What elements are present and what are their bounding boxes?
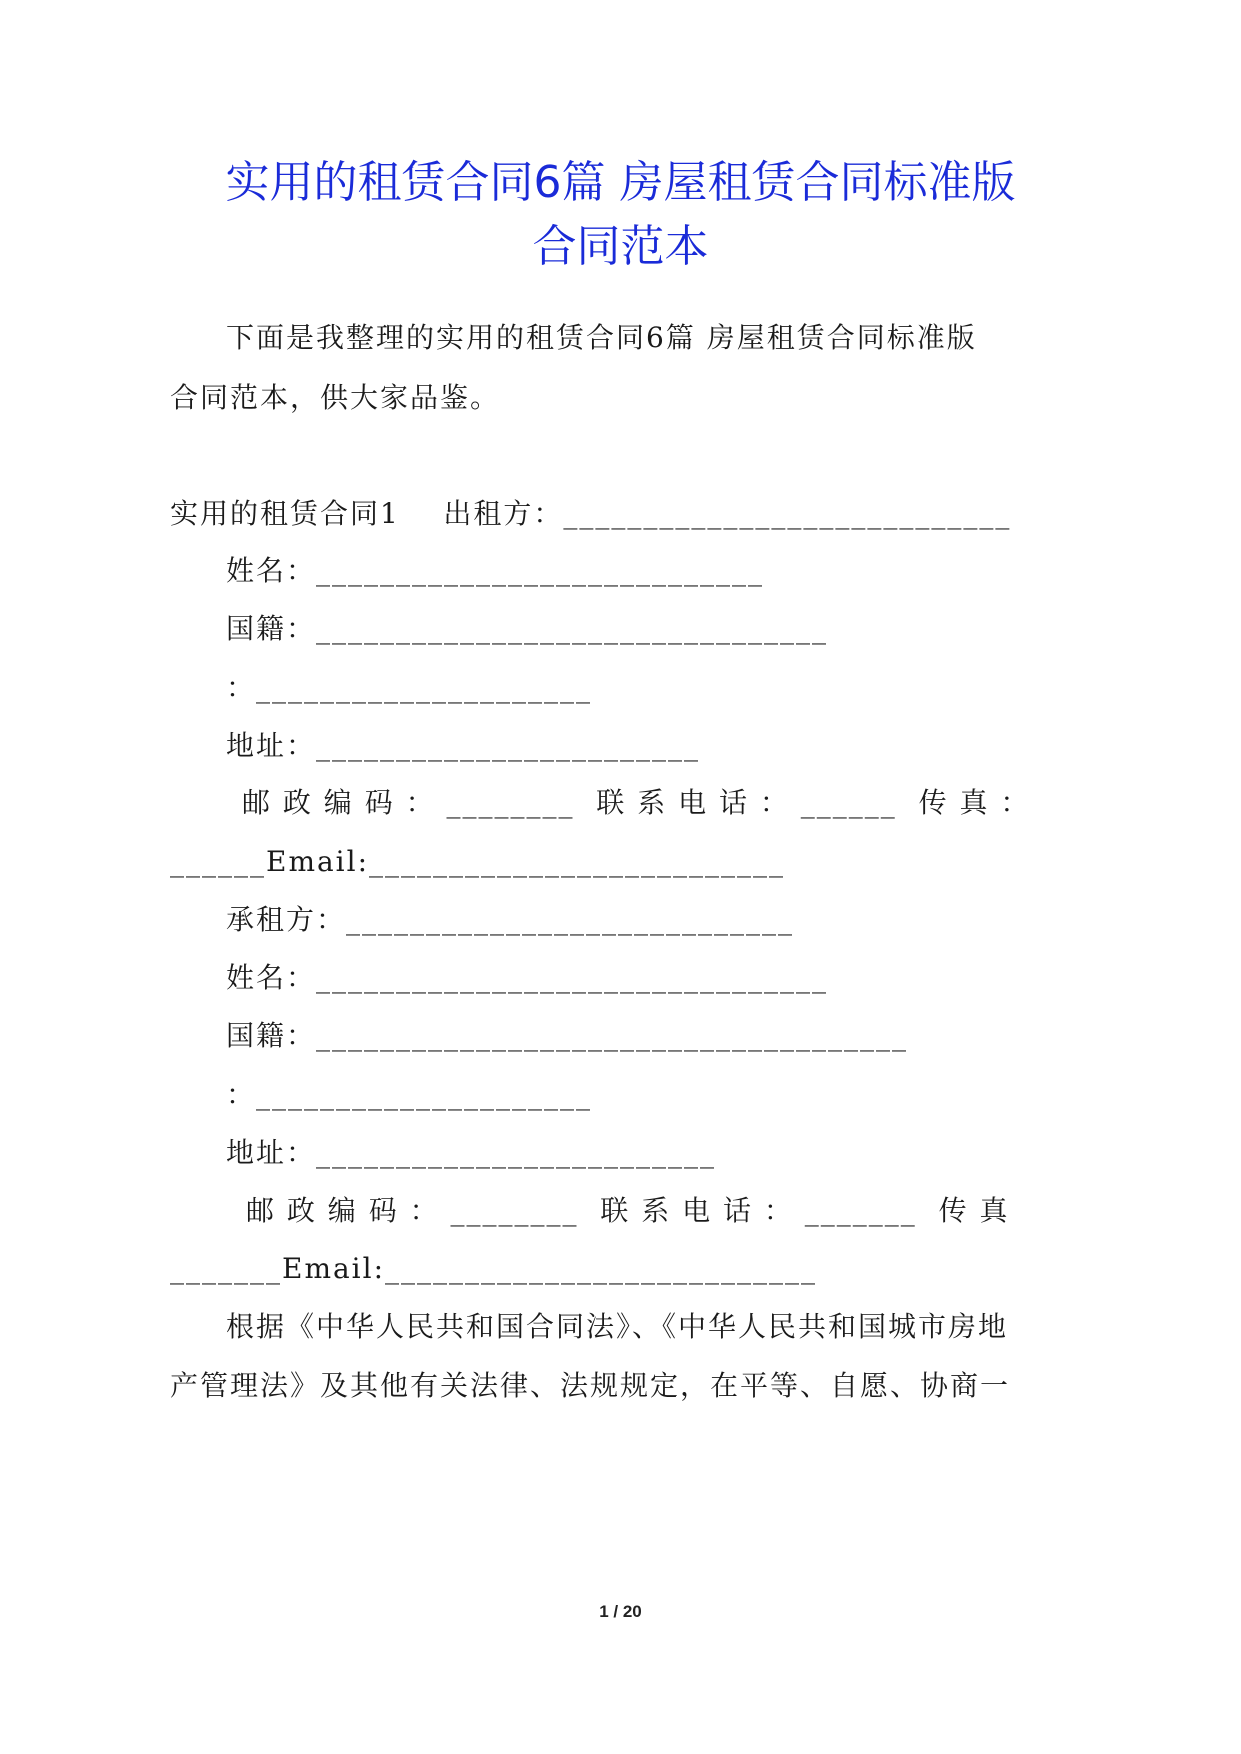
intro-paragraph-line-1: 下面是我整理的实用的租赁合同6篇 房屋租赁合同标准版	[226, 321, 977, 354]
contract-line: 姓名：________________________________	[226, 961, 829, 994]
contract-line: 实用的租赁合同1 出租方：____________________________	[170, 497, 1012, 530]
contract-line: 产管理法》及其他有关法律、法规规定，在平等、自愿、协商一	[170, 1369, 1011, 1402]
contract-line: 地址：_________________________	[226, 1136, 717, 1169]
contract-line: 姓名：____________________________	[226, 554, 765, 587]
contract-line: ：_____________________	[226, 671, 593, 704]
contract-line: ______Email:__________________________	[170, 845, 786, 878]
document-title-line-1: 实用的租赁合同6篇 房屋租赁合同标准版	[225, 157, 1016, 208]
contract-line: ：_____________________	[226, 1078, 593, 1111]
contract-line: 国籍：_____________________________________	[226, 1019, 909, 1052]
contract-line: 根据《中华人民共和国合同法》、《中华人民共和国城市房地	[226, 1310, 1009, 1343]
intro-paragraph-line-2: 合同范本，供大家品鉴。	[170, 381, 501, 414]
contract-line: 承租方：____________________________	[226, 903, 795, 936]
contract-line: 地址：________________________	[226, 729, 701, 762]
contract-line: _______Email:___________________________	[170, 1252, 818, 1285]
document-title-line-2: 合同范本	[532, 221, 709, 272]
page-number: 1 / 20	[599, 1602, 642, 1621]
contract-line: 邮 政 编 码 ： ________ 联 系 电 话 ： ______ 传 真 ：	[242, 786, 1031, 819]
contract-line: 邮 政 编 码 ： ________ 联 系 电 话 ： _______ 传 真	[246, 1194, 1010, 1227]
contract-line: 国籍：________________________________	[226, 612, 829, 645]
